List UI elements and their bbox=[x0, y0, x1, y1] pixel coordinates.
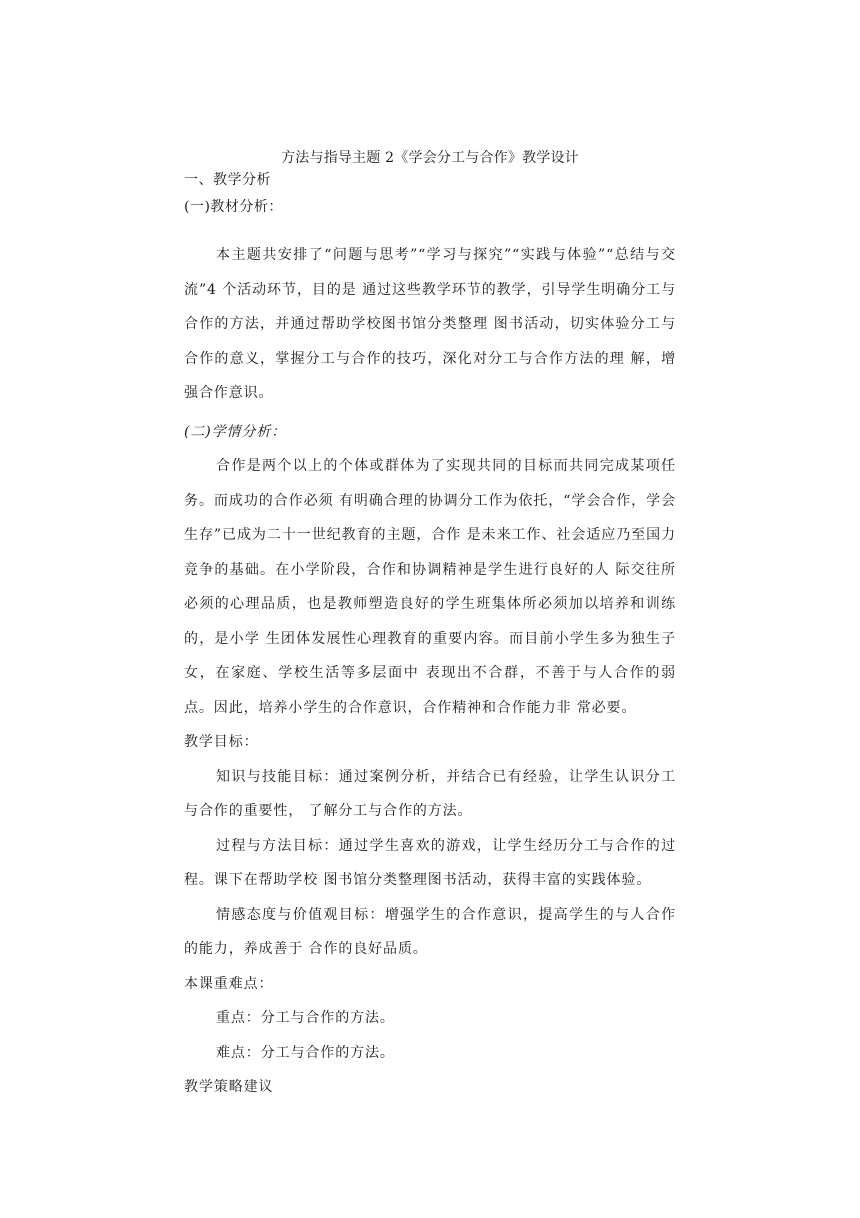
section-heading-teaching-analysis: 一、教学分析 bbox=[184, 172, 271, 188]
heading-key-difficult-points: 本课重难点： bbox=[184, 975, 274, 992]
difficult-point: 难点：分工与合作的方法。 bbox=[216, 1044, 395, 1061]
subheading-textbook-analysis: (一)教材分析： bbox=[184, 199, 283, 215]
heading-teaching-goals: 教学目标： bbox=[184, 734, 259, 750]
goal-knowledge-skills: 知识与技能目标：通过案例分析，并结合已有经验，让学生认识分工与合作的重要性， 了解分工与合作的方法。 bbox=[184, 768, 676, 819]
goal-emotion-values: 情感态度与价值观目标：增强学生的合作意识，提高学生的与人合作的能力，养成善于 合作的良好品质。 bbox=[184, 906, 676, 957]
document-title: 方法与指导主题 2《学会分工与合作》教学设计 bbox=[281, 150, 579, 166]
paragraph-textbook-analysis: 本主题共安排了“问题与思考”“学习与探究”“实践与体验”“总结与交流”4 个活动环节，目的是 通过这些教学环节的教学，引导学生明确分工与合作的方法，并通过帮助学校图书馆分类整理 图书活动，切实体验分工与合作的意义，掌握分工与合作的技巧，深化对分工与合作方法的理 解，增强合作意识。 bbox=[184, 247, 676, 401]
paragraph-student-analysis: 合作是两个以上的个体或群体为了实现共同的目标而共同完成某项任务。而成功的合作必须 有明确合理的协调分工作为依托，“学会合作，学会生存”已成为二十一世纪教育的主题，合作 是未来工作、社会适应乃至国力竞争的基础。在小学阶段，合作和协调精神是学生进行良好的人 际交往所必须的心理品质，也是教师塑造良好的学生班集体所必须加以培养和训练的，是小学 生团体发展性心理教育的重要内容。而目前小学生多为独生子女，在家庭、学校生活等多层面中 表现出不合群，不善于与人合作的弱点。因此，培养小学生的合作意识，合作精神和合作能力非 常必要。 bbox=[184, 458, 676, 716]
subheading-student-analysis: (二)学情分析： bbox=[184, 423, 287, 440]
heading-teaching-strategy: 教学策略建议 bbox=[184, 1079, 274, 1095]
goal-process-methods: 过程与方法目标：通过学生喜欢的游戏，让学生经历分工与合作的过程。课下在帮助学校 图书馆分类整理图书活动，获得丰富的实践体验。 bbox=[184, 837, 676, 888]
key-point: 重点：分工与合作的方法。 bbox=[216, 1010, 395, 1026]
document-body bbox=[184, 170, 676, 1105]
